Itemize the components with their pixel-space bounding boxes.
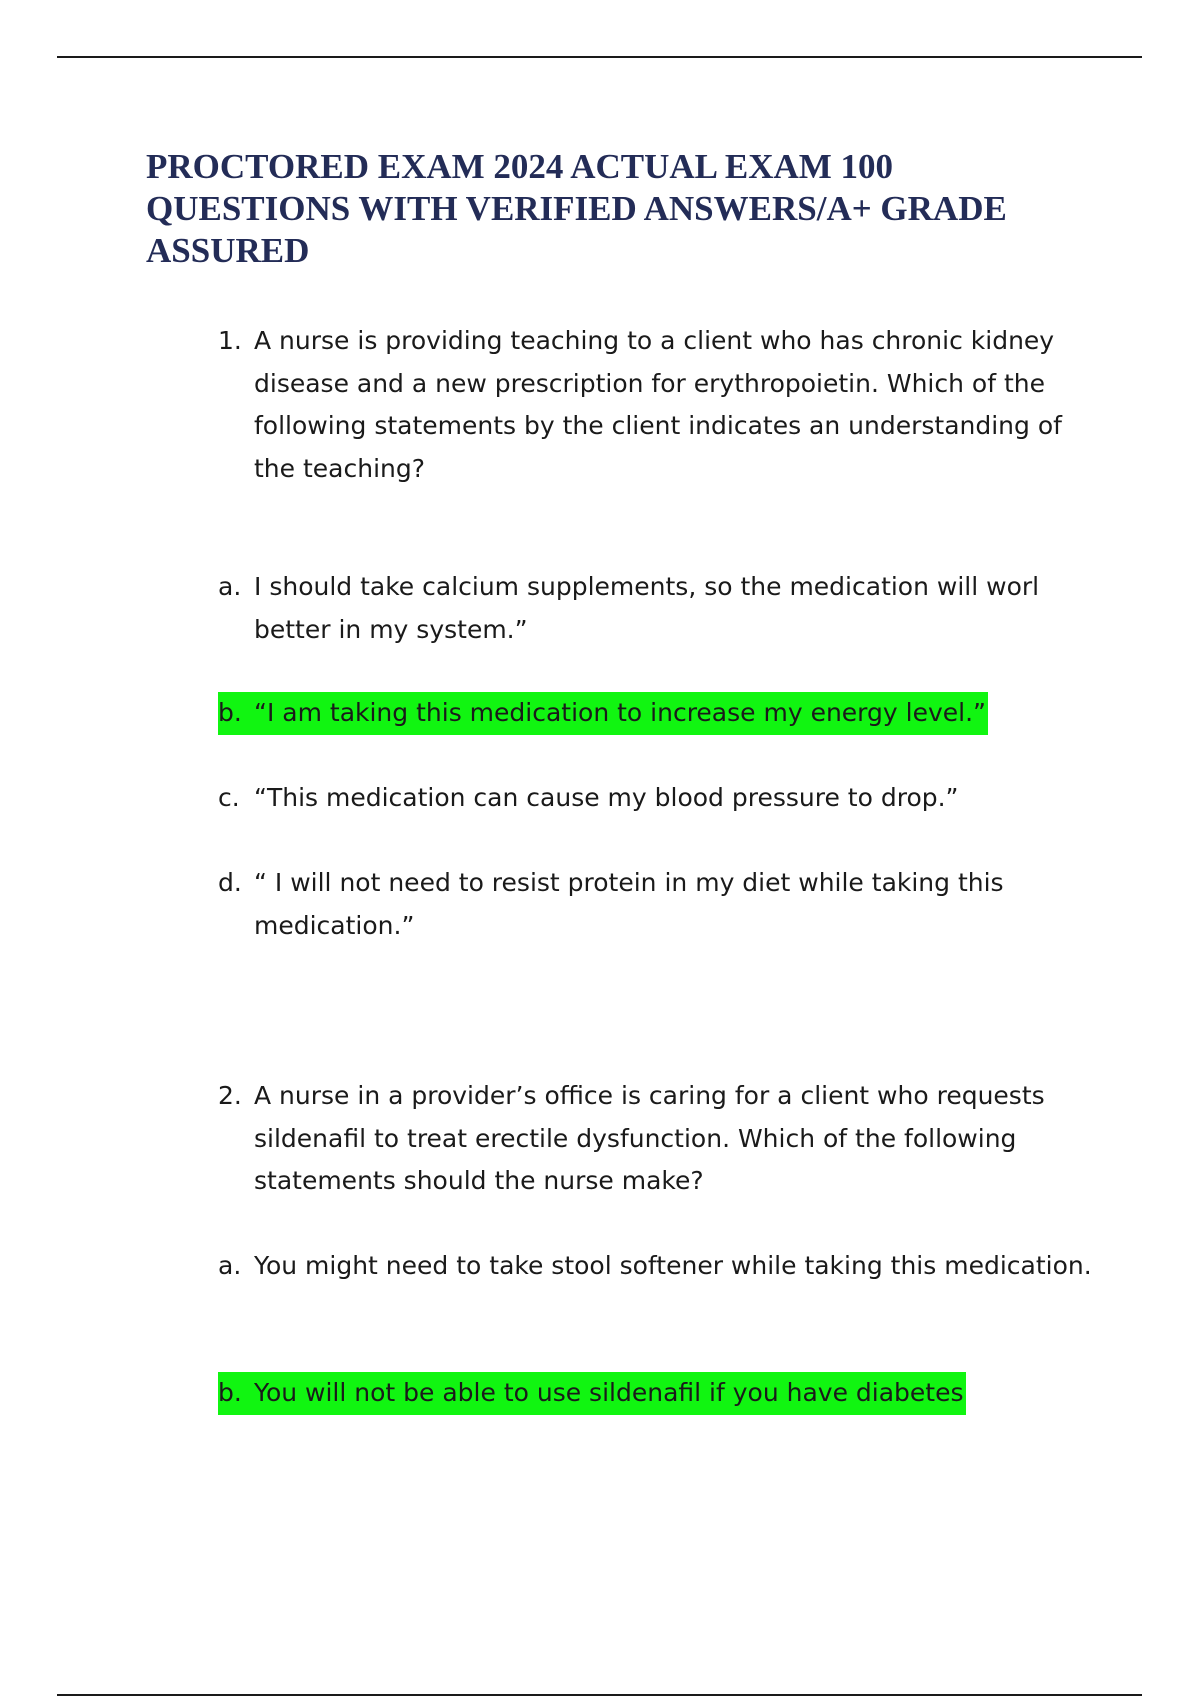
option-text: You might need to take stool softener while taking this medication. <box>254 1251 1092 1280</box>
question-2-stem <box>218 1075 1098 1203</box>
option-text: “This medication can cause my blood pressure to drop.” <box>254 783 959 812</box>
document-title: PROCTORED EXAM 2024 ACTUAL EXAM 100 QUESTIONS WITH VERIFIED ANSWERS/A+ GRADE ASSURED <box>146 147 1007 270</box>
question-1-option-a <box>218 566 1098 651</box>
option-text: I should take calcium supplements, so the medication will worl better in my system.” <box>254 572 1040 644</box>
option-letter: a. <box>218 572 242 601</box>
option-letter: d. <box>218 868 242 897</box>
question-number: 1. <box>218 326 242 355</box>
question-2-option-a <box>218 1245 1098 1288</box>
option-letter: a. <box>218 1251 242 1280</box>
answer-highlight <box>218 1372 966 1415</box>
question-1-option-c <box>218 777 1098 820</box>
answer-highlight <box>218 692 988 735</box>
question-1-option-b <box>218 692 1098 735</box>
option-text: “I am taking this medication to increase my energy level.” <box>254 698 986 727</box>
question-2-option-b <box>218 1372 1098 1415</box>
bottom-rule <box>57 1694 1142 1696</box>
question-1-stem <box>218 320 1098 490</box>
option-letter: b. <box>218 698 242 727</box>
option-letter: b. <box>218 1378 242 1407</box>
question-1 <box>218 320 1098 490</box>
question-1-option-d <box>218 862 1098 947</box>
question-text: A nurse is providing teaching to a client who has chronic kidney disease and a new prescription for erythropoietin. Which of the following statements by the client indicates an understanding of the teaching? <box>254 326 1062 483</box>
top-rule <box>57 56 1142 58</box>
question-2 <box>218 1075 1098 1203</box>
option-text: You will not be able to use sildenafil if you have diabetes <box>254 1378 964 1407</box>
option-text: “ I will not need to resist protein in my diet while taking this medication.” <box>254 868 1004 940</box>
question-number: 2. <box>218 1081 242 1110</box>
question-text: A nurse in a provider’s office is caring for a client who requests sildenafil to treat erectile dysfunction. Which of the following statements should the nurse make? <box>254 1081 1045 1195</box>
option-letter: c. <box>218 783 240 812</box>
